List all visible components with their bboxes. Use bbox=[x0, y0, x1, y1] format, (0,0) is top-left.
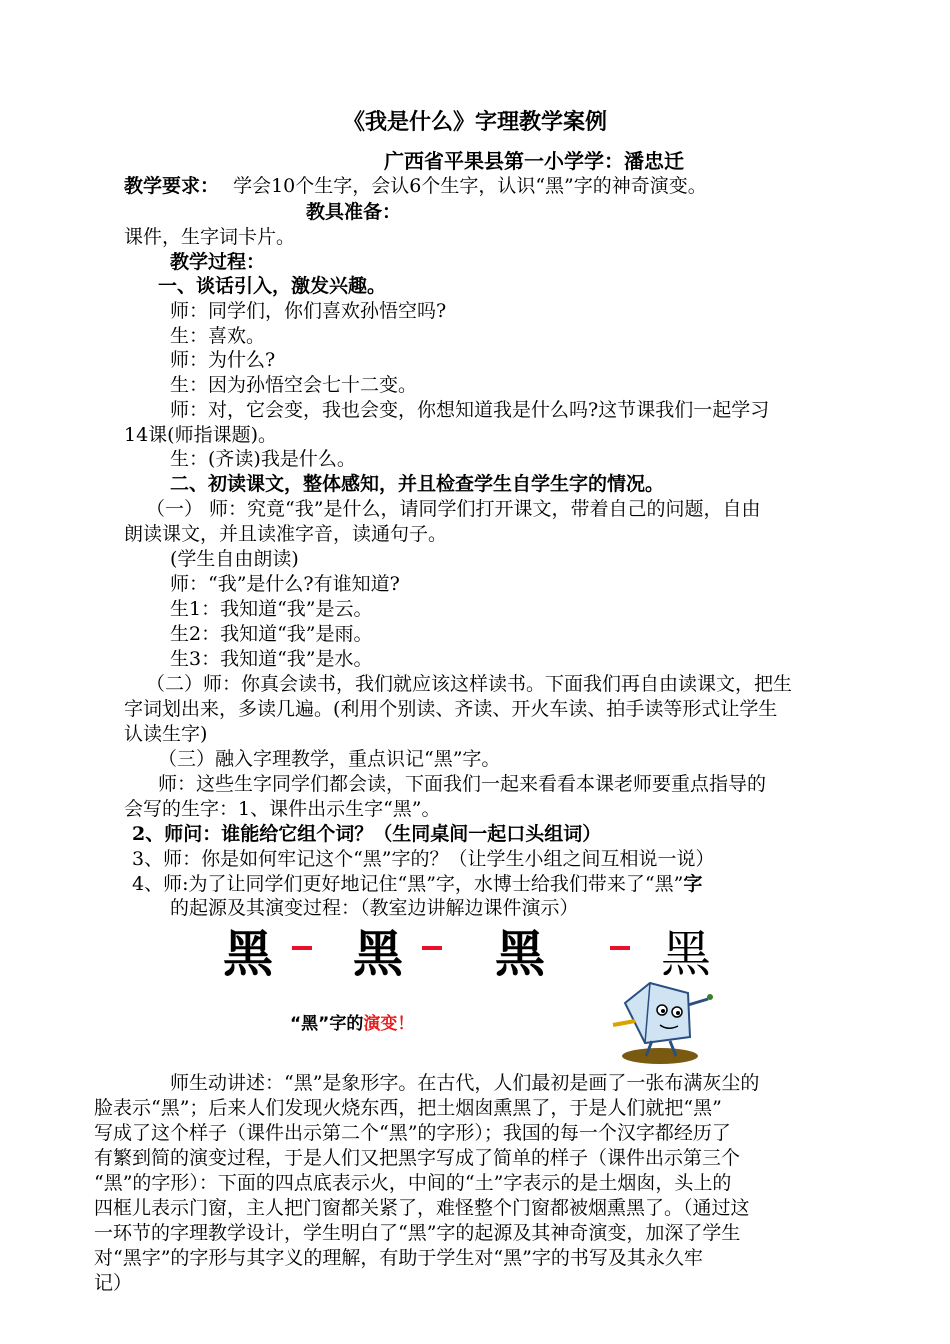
black-glyph-clerical: 黑 bbox=[495, 925, 545, 983]
dialog-line: 生1：我知道“我”是云。 bbox=[170, 598, 373, 620]
requirement-text: 学会10个生字，会认6个生字，认识“黑”字的神奇演变。 bbox=[233, 175, 707, 197]
closing-line: 写成了这个样子（课件出示第二个“黑”的字形）；我国的每一个汉字都经历了 bbox=[94, 1122, 731, 1144]
dialog-line: 生3：我知道“我”是水。 bbox=[170, 648, 373, 670]
requirement-label: 教学要求： bbox=[124, 175, 220, 197]
author-line: 广西省平果县第一小学学：潘忠迁 bbox=[384, 149, 684, 173]
requirement-line bbox=[124, 173, 707, 199]
caption-highlight: 演变！ bbox=[363, 1014, 415, 1034]
question-4 bbox=[132, 871, 702, 897]
black-glyph-modern: 黑 bbox=[661, 925, 711, 983]
character-evolution-figure bbox=[200, 925, 740, 1075]
paragraph-line: 认读生字) bbox=[124, 723, 208, 745]
paragraph-line: （一） 师：究竟“我”是什么，请同学们打开课文，带着自己的问题，自由 bbox=[146, 498, 761, 520]
closing-line: 四框儿表示门窗，主人把门窗都关紧了，难怪整个门窗都被烟熏黑了。（通过这 bbox=[94, 1197, 750, 1219]
closing-line: 一环节的字理教学设计，学生明白了“黑”字的起源及其神奇演变，加深了学生 bbox=[94, 1222, 741, 1244]
dialog-line: 生2：我知道“我”是雨。 bbox=[170, 623, 373, 645]
dialog-line: 生：(齐读)我是什么。 bbox=[170, 448, 356, 470]
closing-line: “黑”的字形）：下面的四点底表示火，中间的“土”字表示的是土烟囱，头上的 bbox=[94, 1172, 732, 1194]
paragraph-line: （三）融入字理教学，重点识记“黑”字。 bbox=[158, 748, 501, 770]
closing-line: 有繁到简的演变过程，于是人们又把黑字写成了简单的样子（课件出示第三个 bbox=[94, 1147, 741, 1169]
question-4-bold: 字 bbox=[683, 873, 703, 895]
dialog-line: 14课(师指课题)。 bbox=[124, 424, 278, 446]
paragraph-line: 字词划出来，多读几遍。(利用个别读、齐读、开火车读、拍手读等形式让学生 bbox=[124, 698, 778, 720]
paragraph-line: 师：这些生字同学们都会读，下面我们一起来看看本课老师要重点指导的 bbox=[158, 773, 767, 795]
dialog-line: 师：“我”是什么?有谁知道? bbox=[170, 573, 400, 595]
caption-prefix: “黑”字的 bbox=[290, 1014, 364, 1034]
question-2: 2、师问：谁能给它组个词？（生同桌间一起口头组词） bbox=[132, 823, 602, 845]
paragraph-line: （二）师：你真会读书，我们就应该这样读书。下面我们再自由读课文，把生 bbox=[146, 673, 793, 695]
section2-heading: 二、初读课文，整体感知，并且检查学生自学生字的情况。 bbox=[170, 473, 665, 495]
black-glyph-seal: 黑 bbox=[353, 925, 403, 983]
black-glyph-ancient: 黑 bbox=[223, 925, 273, 983]
water-doctor-mascot-icon bbox=[613, 983, 713, 1064]
paragraph-line: 会写的生字：1、课件出示生字“黑”。 bbox=[124, 798, 441, 820]
question-4-continued: 的起源及其演变过程：（教室边讲解边课件演示） bbox=[170, 897, 579, 919]
closing-line: 师生动讲述：“黑”是象形字。在古代，人们最初是画了一张布满灰尘的 bbox=[170, 1072, 760, 1094]
dialog-line: (学生自由朗读) bbox=[170, 548, 299, 570]
process-label: 教学过程： bbox=[170, 251, 266, 273]
paragraph-line: 朗读课文，并且读准字音，读通句子。 bbox=[124, 523, 448, 545]
dialog-line: 师：对，它会变，我也会变，你想知道我是什么吗?这节课我们一起学习 bbox=[170, 399, 770, 421]
closing-line: 对“黑字”的字形与其字义的理解，有助于学生对“黑”字的书写及其永久牢 bbox=[94, 1247, 703, 1269]
evolution-arrow bbox=[422, 946, 442, 950]
dialog-line: 师：同学们，你们喜欢孙悟空吗? bbox=[170, 300, 447, 322]
section1-heading: 一、谈话引入，激发兴趣。 bbox=[158, 275, 387, 297]
evolution-arrow bbox=[610, 946, 630, 950]
dialog-line: 生：喜欢。 bbox=[170, 325, 266, 347]
evolution-arrow bbox=[292, 946, 312, 950]
evolution-caption bbox=[290, 1013, 414, 1034]
question-4-text: 4、师:为了让同学们更好地记住“黑”字，水博士给我们带来了“黑” bbox=[132, 873, 684, 895]
tools-label: 教具准备： bbox=[306, 201, 402, 223]
dialog-line: 师：为什么? bbox=[170, 349, 276, 371]
question-3: 3、师：你是如何牢记这个“黑”字的？（让学生小组之间互相说一说） bbox=[132, 848, 715, 870]
dialog-line: 生：因为孙悟空会七十二变。 bbox=[170, 374, 418, 396]
closing-line: 记） bbox=[94, 1272, 133, 1294]
tools-text: 课件，生字词卡片。 bbox=[124, 226, 296, 248]
page-title: 《我是什么》字理教学案例 bbox=[342, 109, 607, 135]
closing-line: 脸表示“黑”；后来人们发现火烧东西，把土烟囱熏黑了，于是人们就把“黑” bbox=[94, 1097, 722, 1119]
